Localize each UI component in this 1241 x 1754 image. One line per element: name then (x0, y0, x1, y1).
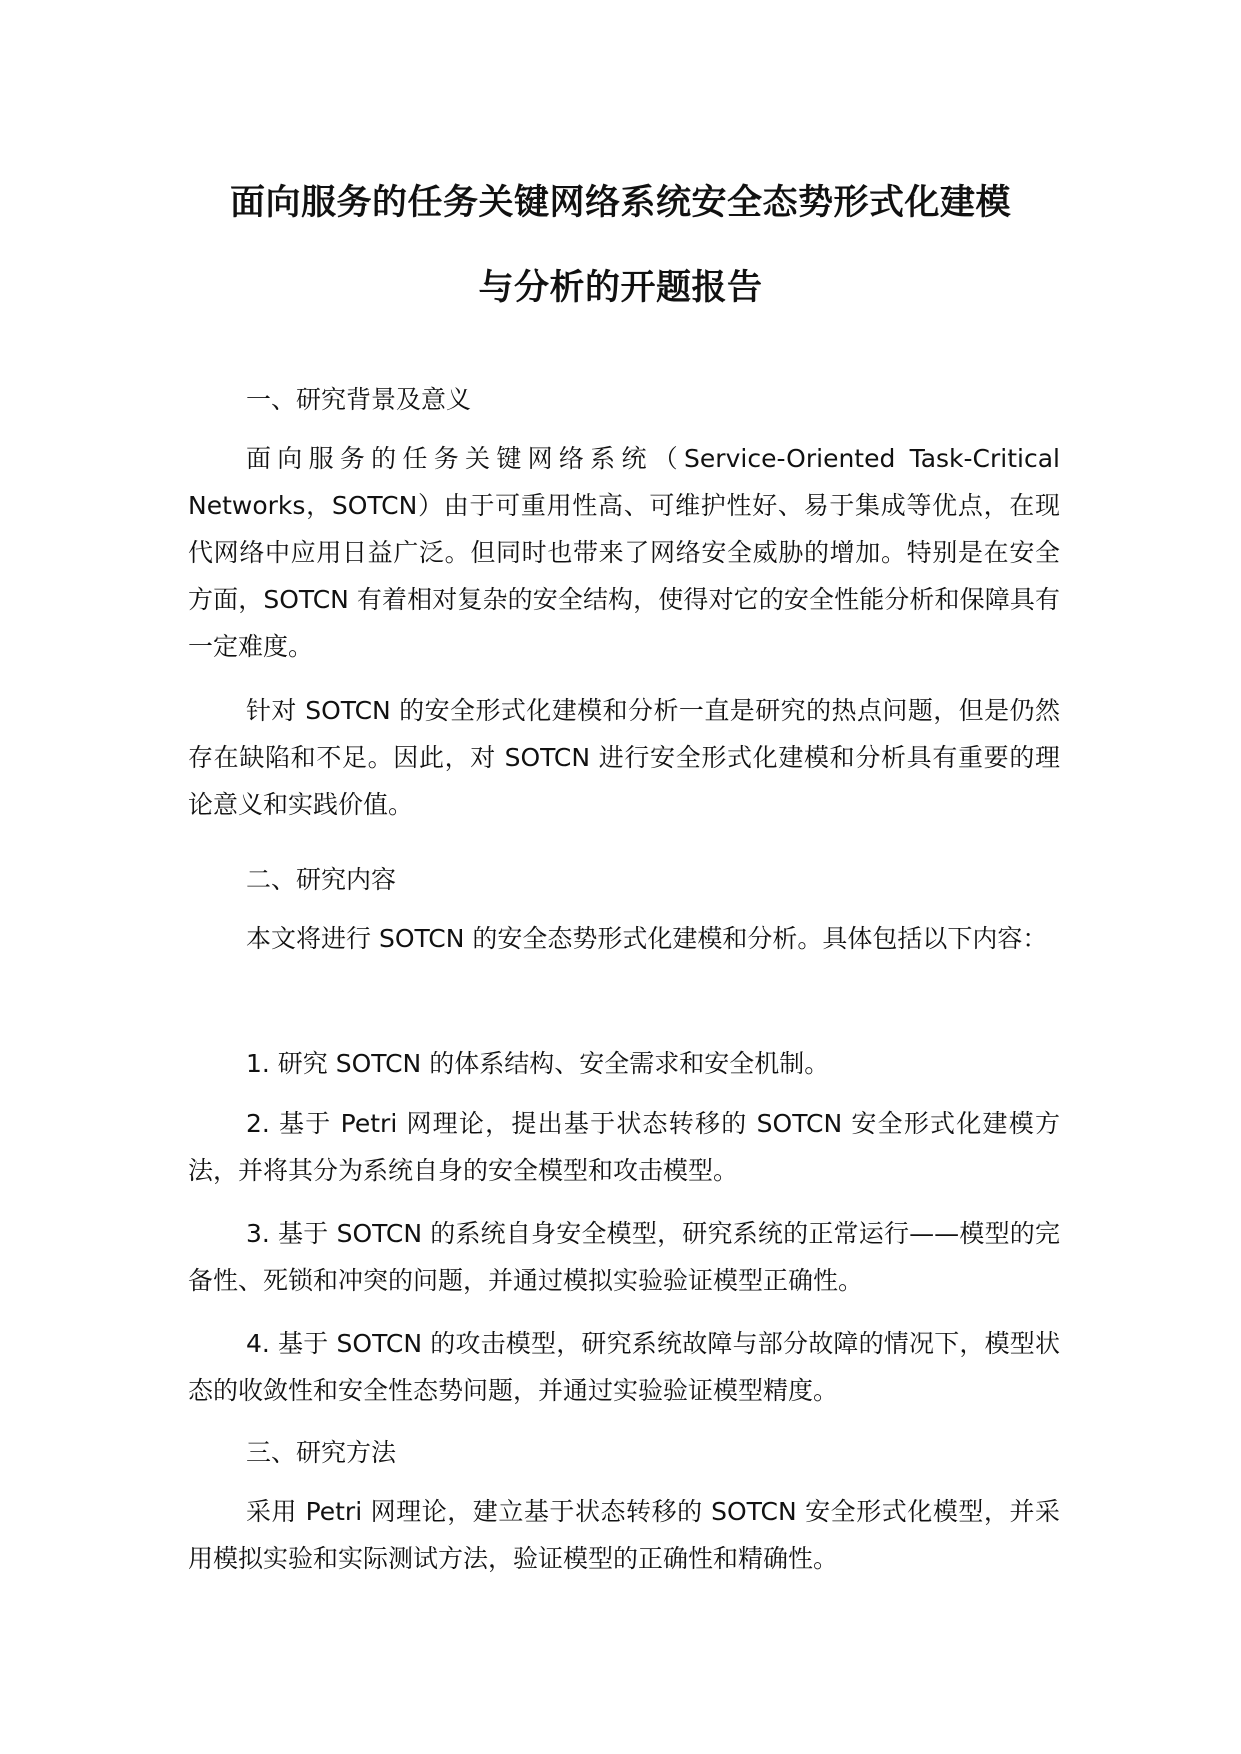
paragraph-content-intro: 本文将进行 SOTCN 的安全态势形式化建模和分析。具体包括以下内容： (246, 924, 1048, 953)
section-heading-background: 一、研究背景及意义 (246, 385, 472, 414)
section-heading-content: 二、研究内容 (246, 865, 397, 894)
list-item-3: 3. 基于 SOTCN 的系统自身安全模型，研究系统的正常运行——模型的完备性、死锁和冲突的问题，并通过模拟实验验证模型正确性。 (188, 1219, 1060, 1295)
paragraph-background-1: 面向服务的任务关键网络系统（Service-Oriented Task-Critical Networks，SOTCN）由于可重用性高、可维护性好、易于集成等优点，在现代网络中应用日益广泛。但同时也带来了网络安全威胁的增加。特别是在安全方面，SOTCN 有着相对复杂的安全结构，使得对它的安全性能分析和保障具有一定难度。 (188, 444, 1060, 661)
list-item-1: 1. 研究 SOTCN 的体系结构、安全需求和安全机制。 (246, 1049, 830, 1078)
section-heading-method: 三、研究方法 (246, 1438, 397, 1467)
list-item-4: 4. 基于 SOTCN 的攻击模型，研究系统故障与部分故障的情况下，模型状态的收敛性和安全性态势问题，并通过实验验证模型精度。 (188, 1329, 1060, 1405)
document-title-line-1: 面向服务的任务关键网络系统安全态势形式化建模 (229, 183, 1011, 223)
list-item-2: 2. 基于 Petri 网理论，提出基于状态转移的 SOTCN 安全形式化建模方法，并将其分为系统自身的安全模型和攻击模型。 (188, 1109, 1060, 1185)
paragraph-background-2: 针对 SOTCN 的安全形式化建模和分析一直是研究的热点问题，但是仍然存在缺陷和不足。因此，对 SOTCN 进行安全形式化建模和分析具有重要的理论意义和实践价值。 (188, 696, 1060, 819)
document-title-line-2: 与分析的开题报告 (478, 268, 763, 308)
paragraph-method: 采用 Petri 网理论，建立基于状态转移的 SOTCN 安全形式化模型，并采用模拟实验和实际测试方法，验证模型的正确性和精确性。 (188, 1497, 1060, 1573)
